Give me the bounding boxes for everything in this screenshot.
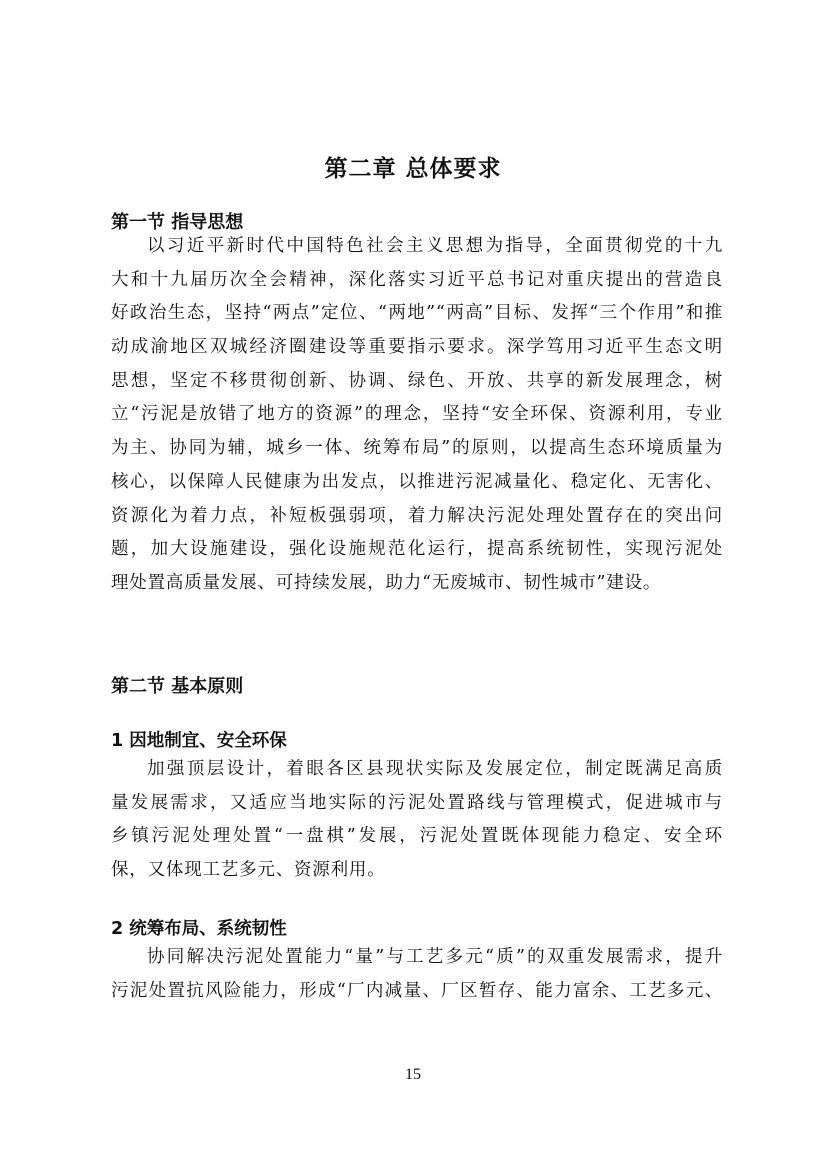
paragraph-line: 保，又体现工艺多元、资源利用。 bbox=[111, 860, 386, 881]
paragraph-line: 动成渝地区双城经济圈建设等重要指示要求。深学笃用习近平生态文明 bbox=[111, 337, 723, 358]
paragraph-line: 资源化为着力点，补短板强弱项，着力解决污泥处理处置存在的突出问 bbox=[111, 505, 723, 526]
paragraph-line: 大和十九届历次全会精神，深化落实习近平总书记对重庆提出的营造良 bbox=[111, 269, 723, 290]
paragraph-line: 思想，坚定不移贯彻创新、协调、绿色、开放、共享的新发展理念，树 bbox=[111, 370, 723, 391]
paragraph-line: 理处置高质量发展、可持续发展，助力“无废城市、韧性城市”建设。 bbox=[111, 572, 662, 593]
principle-1-paragraph bbox=[111, 753, 723, 888]
page-number: 15 bbox=[405, 1066, 421, 1083]
chapter-title: 第二章 总体要求 bbox=[324, 156, 502, 182]
principle-2-paragraph bbox=[111, 941, 723, 1008]
paragraph-line: 立“污泥是放错了地方的资源”的理念，坚持“安全环保、资源利用，专业 bbox=[111, 404, 723, 425]
paragraph-line: 量发展需求，又适应当地实际的污泥处置路线与管理模式，促进城市与 bbox=[111, 792, 723, 813]
principle-title-1: 1 因地制宜、安全环保 bbox=[111, 731, 287, 751]
section-title-basic-principles: 第二节 基本原则 bbox=[111, 676, 244, 697]
paragraph-line: 协同解决污泥处置能力“量”与工艺多元“质”的双重发展需求，提升 bbox=[147, 947, 723, 967]
paragraph-line: 为主、协同为辅，城乡一体、统筹布局”的原则，以提高生态环境质量为 bbox=[111, 438, 723, 459]
paragraph-line: 好政治生态，坚持“两点”定位、“两地”“两高”目标、发挥“三个作用”和推 bbox=[111, 303, 723, 324]
principle-title-2: 2 统筹布局、系统韧性 bbox=[111, 919, 287, 939]
paragraph-line: 加强顶层设计，着眼各区县现状实际及发展定位，制定既满足高质 bbox=[147, 759, 723, 779]
guiding-ideology-paragraph bbox=[111, 230, 723, 601]
section-title-guiding-ideology: 第一节 指导思想 bbox=[111, 212, 244, 233]
paragraph-line: 核心，以保障人民健康为出发点，以推进污泥减量化、稳定化、无害化、 bbox=[111, 471, 723, 492]
paragraph-line: 题，加大设施建设，强化设施规范化运行，提高系统韧性，实现污泥处 bbox=[111, 539, 723, 560]
paragraph-line: 以习近平新时代中国特色社会主义思想为指导，全面贯彻党的十九 bbox=[147, 236, 723, 256]
paragraph-line: 污泥处置抗风险能力，形成“厂内减量、厂区暂存、能力富余、工艺多元、 bbox=[111, 980, 723, 1001]
paragraph-line: 乡镇污泥处理处置“一盘棋”发展，污泥处置既体现能力稳定、安全环 bbox=[111, 826, 723, 847]
